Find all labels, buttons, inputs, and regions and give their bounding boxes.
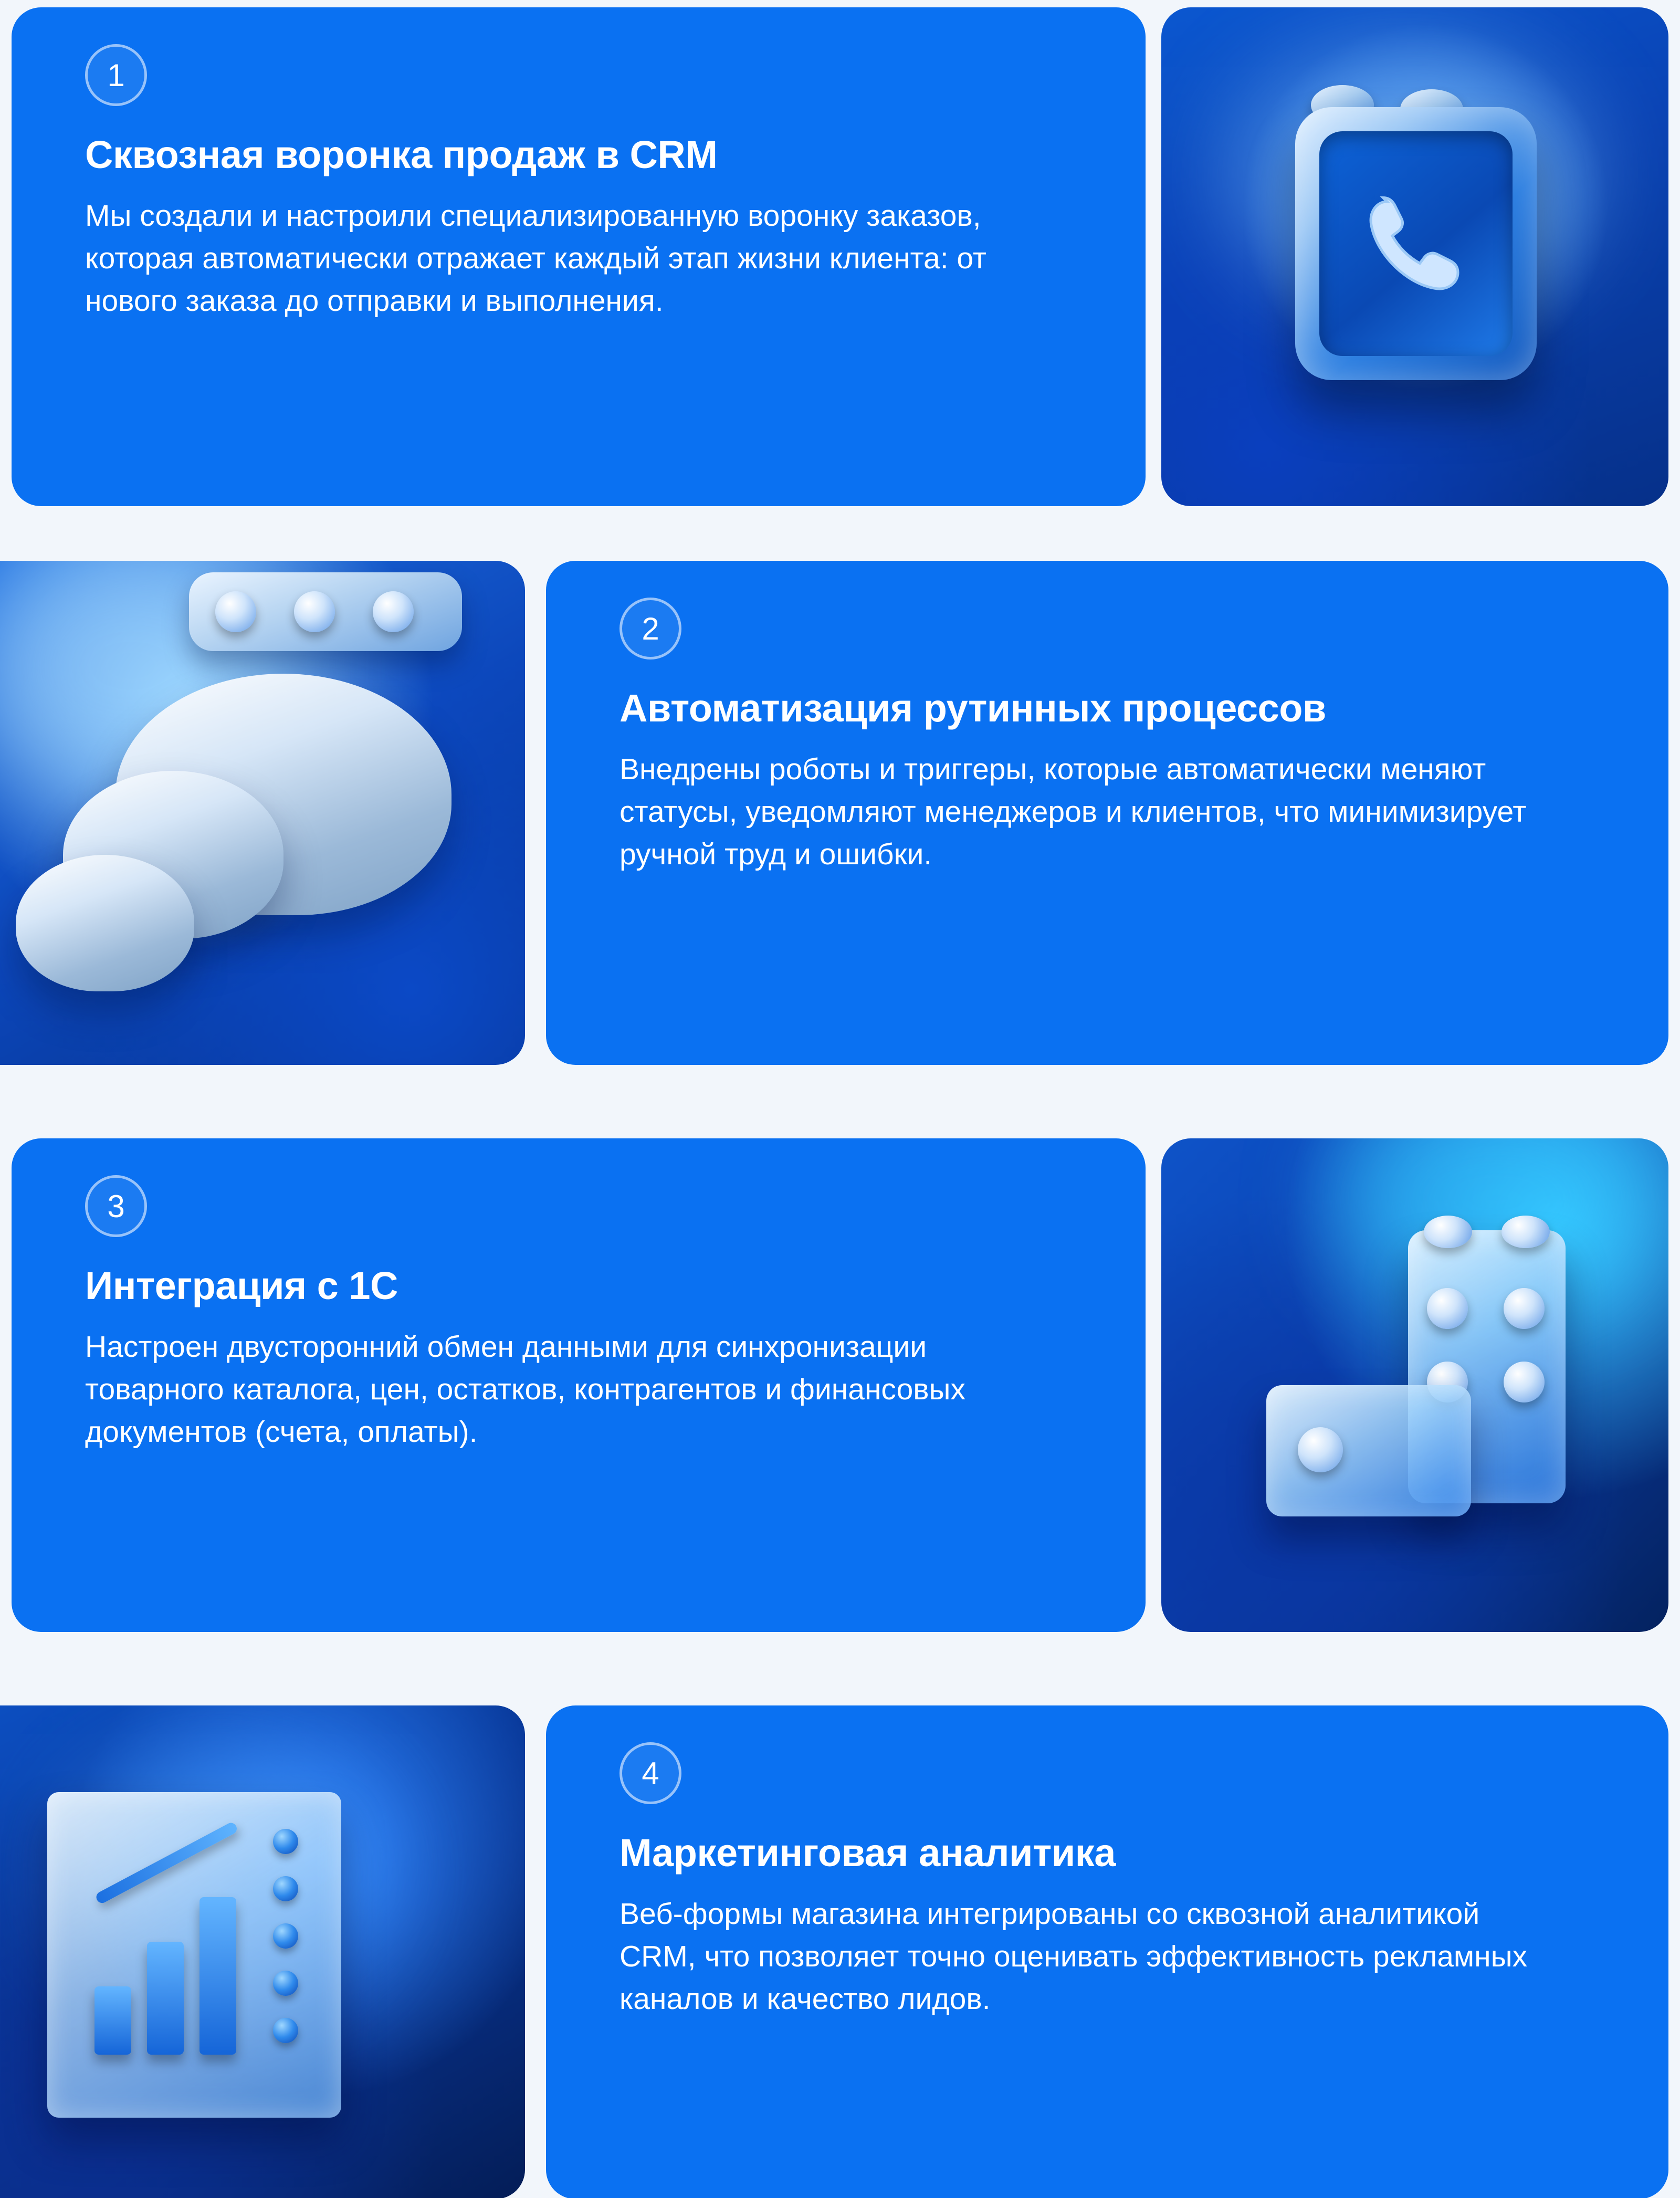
block-4-title: Маркетинговая аналитика bbox=[620, 1831, 1116, 1875]
block-3-title: Интеграция с 1С bbox=[85, 1264, 398, 1307]
chart-dot bbox=[273, 1971, 298, 1996]
block-2-image bbox=[0, 561, 525, 1065]
brick-knob bbox=[1424, 1216, 1472, 1248]
brick-bar bbox=[189, 572, 462, 651]
cloud-small bbox=[16, 855, 194, 991]
block-2-title: Автоматизация рутинных процессов bbox=[620, 686, 1326, 730]
brick-wide bbox=[1266, 1385, 1471, 1516]
block-4-card bbox=[546, 1705, 1668, 2198]
block-2-card bbox=[546, 561, 1668, 1065]
brick-knob bbox=[1298, 1427, 1343, 1472]
block-4-image bbox=[0, 1705, 525, 2198]
block-2 bbox=[0, 561, 1680, 1065]
block-1-text: Мы создали и настроили специализированную воронку заказов, которая автоматически отражает каждый этап жизни клиента: от нового заказа до отправки и выполнения. bbox=[85, 198, 986, 318]
brick-knob bbox=[215, 591, 256, 632]
block-1 bbox=[0, 7, 1680, 506]
brick-knob bbox=[1504, 1362, 1545, 1402]
chart-dot bbox=[273, 1829, 298, 1854]
glass-bricks-object bbox=[1161, 1138, 1668, 1632]
block-3-text: Настроен двусторонний обмен данными для синхронизации товарного каталога, цен, остатков, контрагентов и финансовых документов (счета, оплаты). bbox=[85, 1330, 966, 1449]
growth-chart-object bbox=[0, 1705, 525, 2198]
block-1-number: 1 bbox=[85, 44, 147, 106]
chart-dot bbox=[273, 1923, 298, 1949]
chart-trend-arrow bbox=[94, 1821, 239, 1905]
chart-bar bbox=[147, 1942, 184, 2055]
block-3-image bbox=[1161, 1138, 1668, 1632]
chart-dot bbox=[273, 2018, 298, 2043]
block-2-number: 2 bbox=[620, 598, 681, 660]
block-3-card bbox=[12, 1138, 1146, 1632]
phone-brick-object bbox=[1295, 107, 1537, 380]
block-4 bbox=[0, 1705, 1680, 2198]
block-4-text: Веб-формы магазина интегрированы со сквозной аналитикой CRM, что позволяет точно оценивать эффективность рекламных каналов и качество лидов. bbox=[620, 1897, 1528, 2016]
block-1-card bbox=[12, 7, 1146, 506]
brick-knob bbox=[294, 591, 335, 632]
block-1-title: Сквозная воронка продаж в CRM bbox=[85, 133, 718, 176]
block-1-image bbox=[1161, 7, 1668, 506]
brick-knob bbox=[373, 591, 414, 632]
brick-knob bbox=[1502, 1216, 1550, 1248]
block-3-number: 3 bbox=[85, 1175, 147, 1237]
chart-dot bbox=[273, 1876, 298, 1901]
brick-inner-face bbox=[1319, 131, 1513, 356]
chart-bar bbox=[200, 1897, 236, 2055]
brick-body bbox=[1295, 107, 1537, 380]
phone-icon bbox=[1350, 178, 1482, 309]
block-4-number: 4 bbox=[620, 1742, 681, 1804]
block-2-text: Внедрены роботы и триггеры, которые автоматически меняют статусы, уведомляют менеджеров и клиентов, что минимизирует ручной труд и ошибки. bbox=[620, 752, 1527, 871]
chart-bar bbox=[94, 1986, 131, 2055]
brick-knob bbox=[1504, 1288, 1545, 1329]
brick-knob bbox=[1427, 1288, 1468, 1329]
chart-sheet bbox=[47, 1792, 341, 2118]
block-3 bbox=[0, 1138, 1680, 1632]
clouds-object bbox=[0, 561, 525, 1065]
